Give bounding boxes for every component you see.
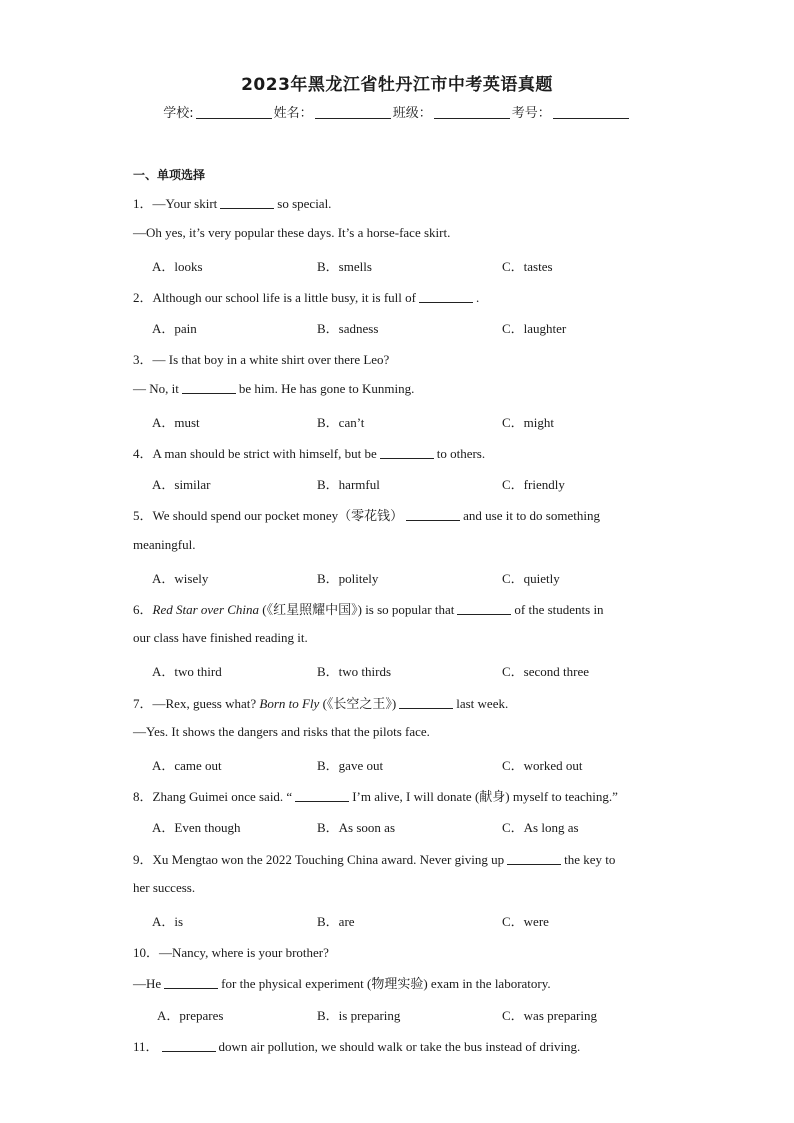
question-text: so special. — [277, 196, 332, 211]
q4-option-b[interactable]: B．harmful — [317, 477, 380, 492]
question-9-stem — [133, 849, 615, 868]
question-6-stem — [133, 599, 604, 618]
answer-blank[interactable] — [419, 290, 473, 303]
question-text: down air pollution, we should walk or take the bus instead of driving. — [218, 1039, 581, 1054]
q7-option-c[interactable]: C．worked out — [502, 758, 583, 773]
exam-no-label: 考号： — [511, 106, 551, 121]
answer-blank[interactable] — [399, 696, 453, 709]
question-5-stem — [133, 505, 600, 524]
q8-option-b[interactable]: B．As soon as — [317, 820, 396, 835]
question-10-line-2 — [133, 973, 551, 992]
answer-blank[interactable] — [457, 602, 511, 615]
q9-option-c[interactable]: C．were — [502, 914, 549, 929]
question-text: for the physical experiment (物理实验) exam in the laboratory. — [221, 976, 551, 991]
q1-option-c[interactable]: C．tastes — [502, 259, 553, 274]
section-heading: 一、单项选择 — [133, 168, 206, 182]
q6-option-b[interactable]: B．two thirds — [317, 664, 392, 679]
question-text: I’m alive, I will donate (献身) myself to teaching.” — [352, 789, 618, 804]
q10-option-c[interactable]: C．was preparing — [502, 1008, 597, 1023]
question-text: be him. He has gone to Kunming. — [238, 381, 415, 396]
answer-blank[interactable] — [406, 508, 460, 521]
question-text: 8．Zhang Guimei once said. “ — [133, 789, 293, 804]
question-text: (《红星照耀中国》) is so popular that — [262, 602, 455, 617]
class-blank[interactable] — [434, 106, 510, 119]
answer-blank[interactable] — [295, 789, 349, 802]
question-number: 6． — [133, 602, 153, 617]
q2-option-c[interactable]: C．laughter — [502, 321, 567, 336]
q9-option-a[interactable]: A．is — [152, 914, 184, 929]
exam-no-blank[interactable] — [553, 106, 629, 119]
question-1-line-2: —Oh yes, it’s very popular these days. It’s a horse-face skirt. — [133, 225, 451, 240]
question-3-stem: 3．— Is that boy in a white shirt over there Leo? — [133, 352, 390, 367]
q6-option-c[interactable]: C．second three — [502, 664, 590, 679]
question-text: (《长空之王》) — [322, 696, 397, 711]
answer-blank[interactable] — [507, 852, 561, 865]
answer-blank[interactable] — [182, 381, 236, 394]
question-text: . — [475, 290, 480, 305]
question-text: 7．—Rex, guess what? — [133, 696, 257, 711]
q7-option-a[interactable]: A．came out — [152, 758, 222, 773]
q10-option-b[interactable]: B．is preparing — [317, 1008, 401, 1023]
question-text: to others. — [436, 446, 486, 461]
question-7-stem — [133, 693, 508, 712]
question-5-line-2: meaningful. — [133, 537, 196, 552]
class-label: 班级： — [392, 106, 432, 121]
question-10-stem: 10．—Nancy, where is your brother? — [133, 945, 329, 960]
question-text: 1．—Your skirt — [133, 196, 218, 211]
question-text: 9．Xu Mengtao won the 2022 Touching China award. Never giving up — [133, 852, 505, 867]
question-9-line-2: her success. — [133, 880, 196, 895]
page-title: 2023年黑龙江省牡丹江市中考英语真题 — [241, 75, 553, 95]
question-4-stem — [133, 443, 485, 462]
school-label: 学校: — [163, 106, 194, 121]
question-text: — No, it — [133, 381, 179, 396]
q6-option-a[interactable]: A．two third — [152, 664, 222, 679]
answer-blank[interactable] — [164, 976, 218, 989]
question-text: of the students in — [514, 602, 604, 617]
school-blank[interactable] — [196, 106, 272, 119]
q1-option-a[interactable]: A．looks — [152, 259, 203, 274]
q8-option-c[interactable]: C．As long as — [502, 820, 579, 835]
question-11-stem — [133, 1036, 580, 1055]
question-text: 5．We should spend our pocket money（零花钱） — [133, 508, 404, 523]
question-8-stem — [133, 786, 618, 805]
question-text: —He — [133, 976, 162, 991]
q5-option-a[interactable]: A．wisely — [152, 571, 209, 586]
answer-blank[interactable] — [380, 446, 434, 459]
book-title: Red Star over China — [152, 602, 260, 617]
q2-option-b[interactable]: B．sadness — [317, 321, 379, 336]
question-1-stem — [133, 193, 331, 212]
film-title: Born to Fly — [259, 696, 320, 711]
q4-option-c[interactable]: C．friendly — [502, 477, 565, 492]
question-text: last week. — [456, 696, 509, 711]
question-3-line-2 — [133, 381, 414, 397]
name-blank[interactable] — [315, 106, 391, 119]
q3-option-a[interactable]: A．must — [152, 415, 200, 430]
question-2-stem — [133, 287, 479, 306]
q3-option-b[interactable]: B．can’t — [317, 415, 365, 430]
q3-option-c[interactable]: C．might — [502, 415, 555, 430]
question-text: and use it to do something — [463, 508, 600, 523]
q9-option-b[interactable]: B．are — [317, 914, 355, 929]
q7-option-b[interactable]: B．gave out — [317, 758, 384, 773]
answer-blank[interactable] — [220, 196, 274, 209]
q4-option-a[interactable]: A．similar — [152, 477, 211, 492]
name-label: 姓名： — [273, 106, 313, 121]
q1-option-b[interactable]: B．smells — [317, 259, 372, 274]
question-text: 2．Although our school life is a little busy, it is full of — [133, 290, 416, 305]
q2-option-a[interactable]: A．pain — [152, 321, 197, 336]
q8-option-a[interactable]: A．Even though — [152, 820, 241, 835]
question-text: the key to — [564, 852, 616, 867]
q5-option-b[interactable]: B．politely — [317, 571, 379, 586]
question-number: 11． — [133, 1039, 159, 1054]
answer-blank[interactable] — [162, 1039, 216, 1052]
q10-option-a[interactable]: A．prepares — [157, 1008, 224, 1023]
student-info-row — [0, 102, 794, 121]
question-text: 4．A man should be strict with himself, but be — [133, 446, 377, 461]
q5-option-c[interactable]: C．quietly — [502, 571, 560, 586]
question-7-line-2: —Yes. It shows the dangers and risks that the pilots face. — [133, 724, 430, 739]
question-6-line-2: our class have finished reading it. — [133, 630, 308, 645]
